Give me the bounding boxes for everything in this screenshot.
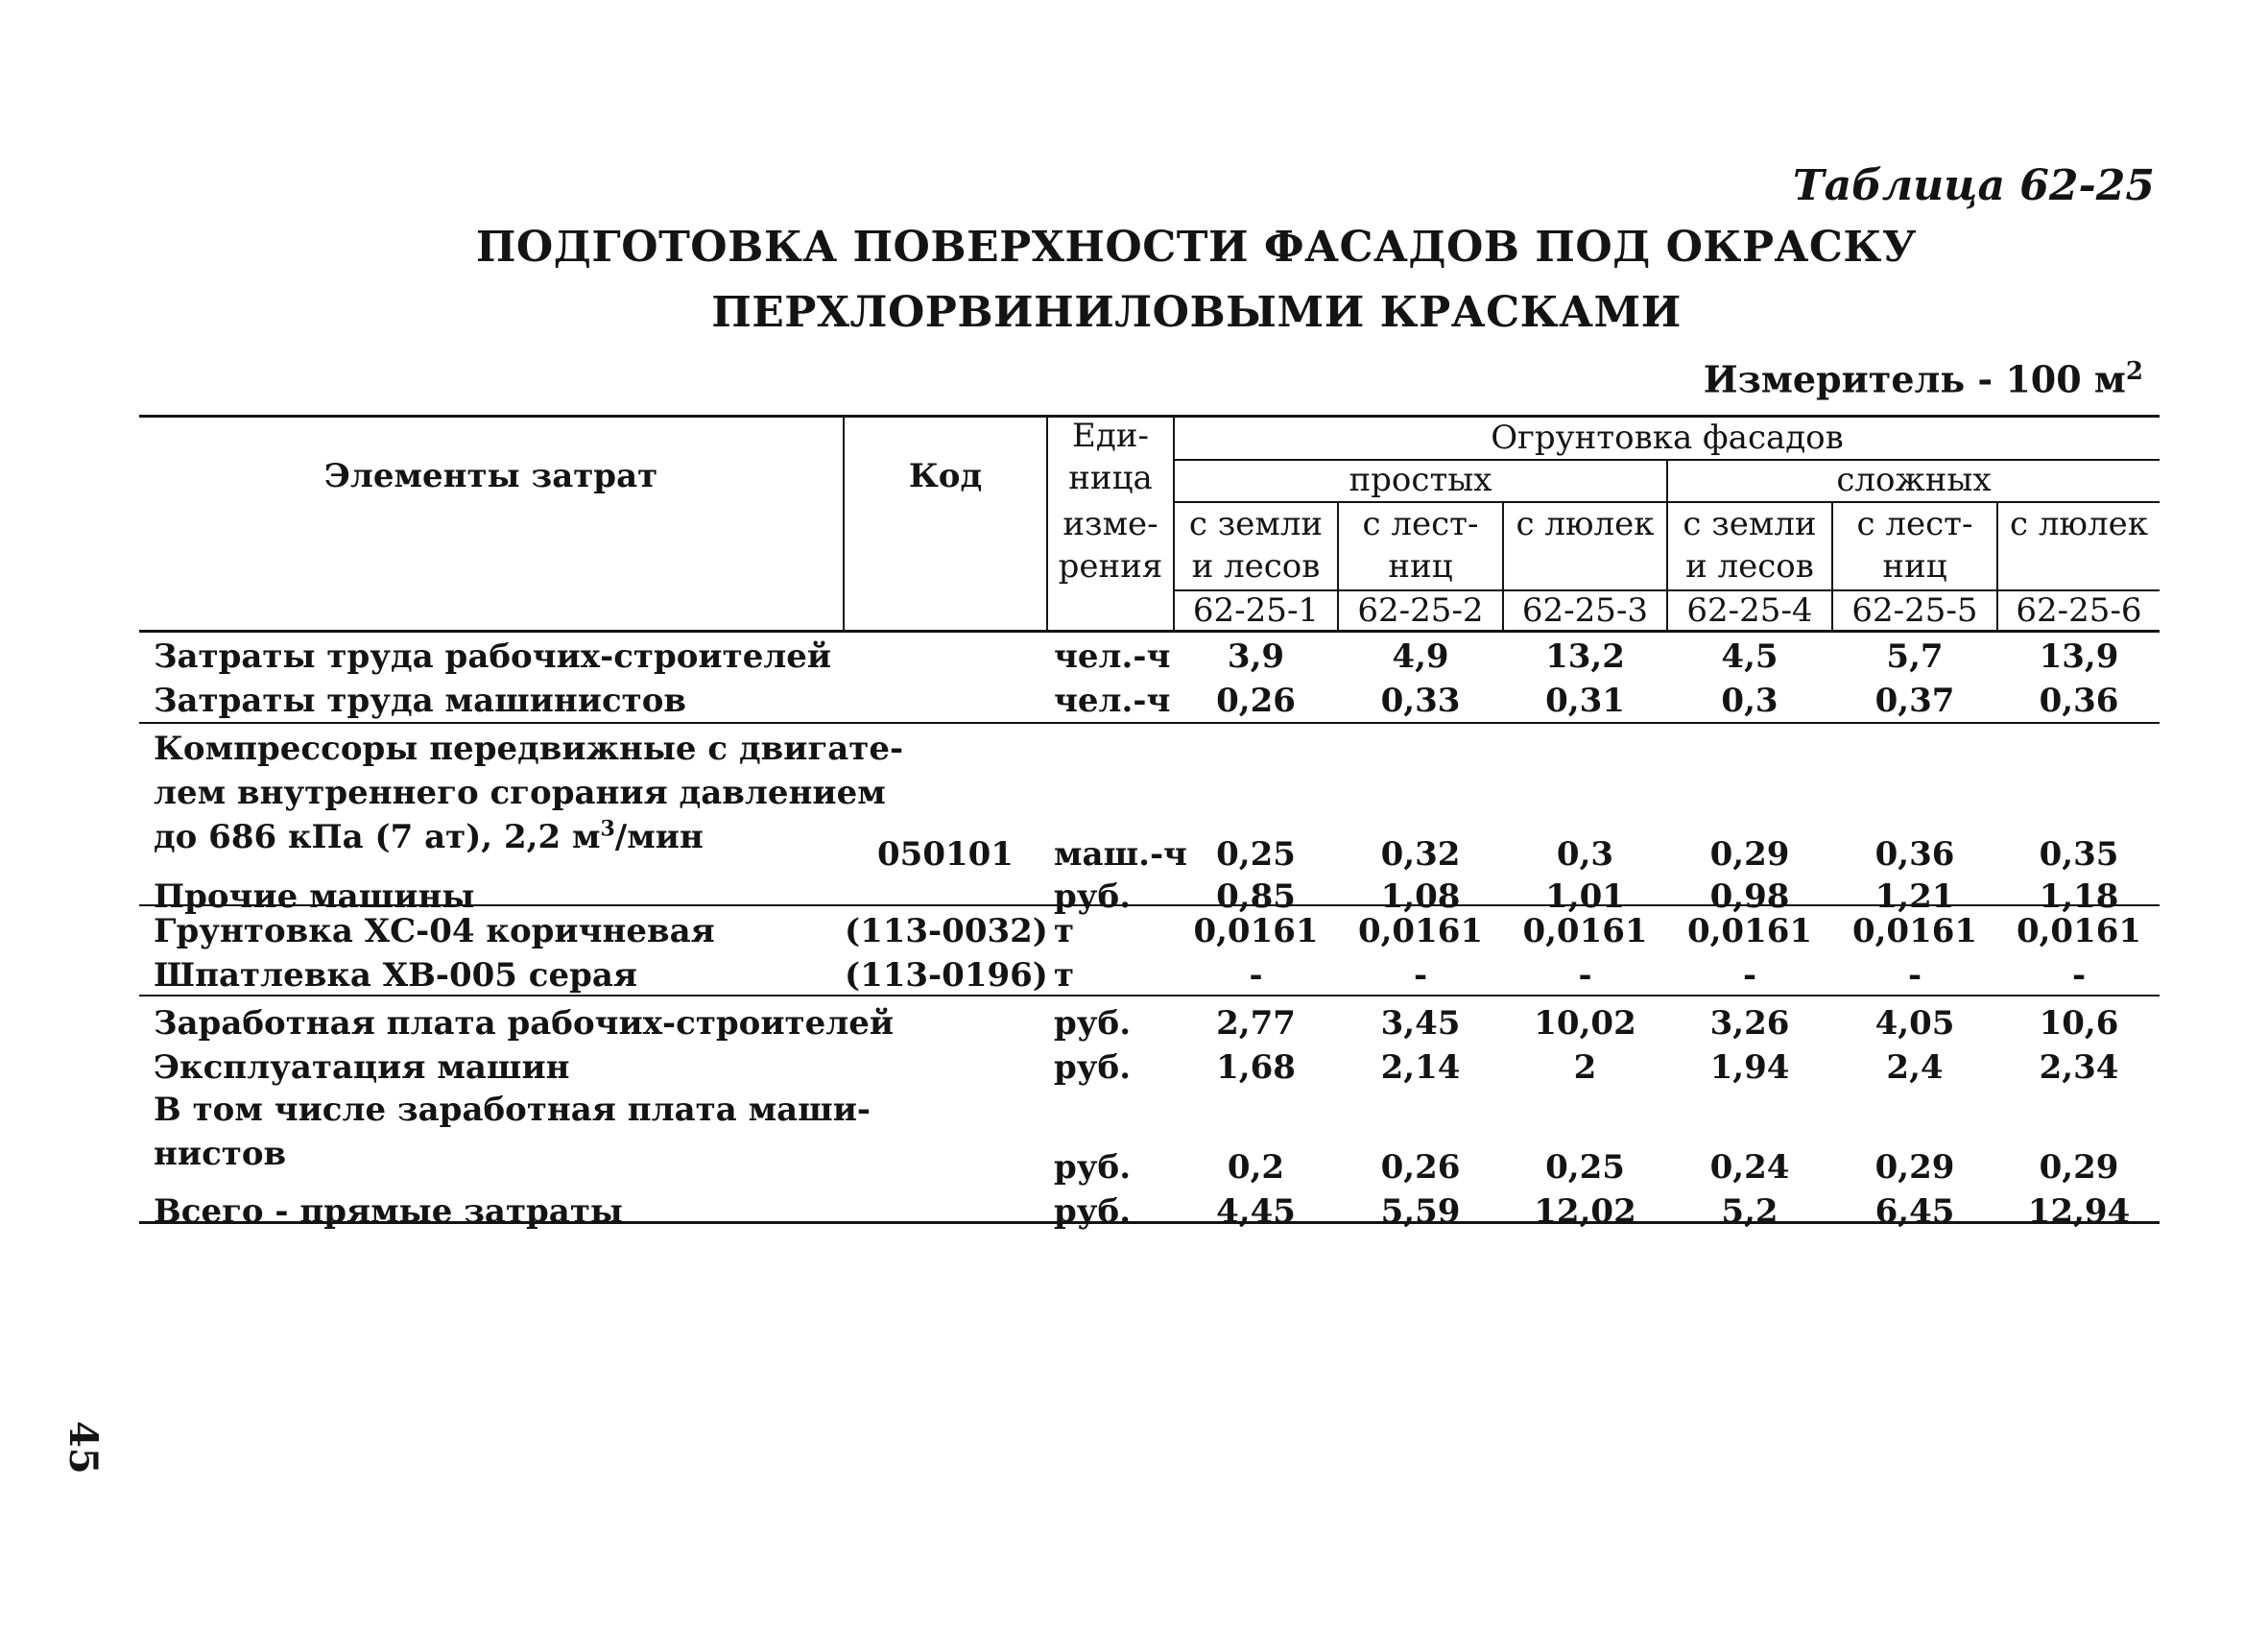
row-7-value-6: 10,6	[2039, 1004, 2119, 1043]
row-1-value-2: 4,9	[1392, 637, 1449, 676]
rule-after-labor	[139, 722, 2160, 724]
row-6-value-5: -	[1907, 956, 1922, 995]
subhead-4-code: 62-25-4	[1686, 591, 1813, 630]
row-3-code: 050101	[877, 835, 1014, 874]
row-9-value-3: 0,25	[1545, 1148, 1625, 1187]
page-number: 45	[60, 1421, 106, 1475]
row-1-name: Затраты труда рабочих-строителей	[154, 637, 832, 676]
row-8-unit: руб.	[1054, 1048, 1132, 1087]
row-1-value-4: 4,5	[1721, 637, 1779, 676]
vline-code	[843, 415, 845, 632]
subhead-4-line-2: и лесов	[1685, 547, 1814, 586]
subhead-6-code: 62-25-6	[2016, 591, 2142, 630]
row-4-value-1: 0,85	[1216, 877, 1296, 916]
header-unit-3: изме-	[1062, 505, 1158, 543]
row-5-value-4: 0,0161	[1686, 912, 1813, 950]
row-9-name-line-1: В том числе заработная плата маши-	[154, 1091, 871, 1129]
row-7-value-5: 4,05	[1874, 1004, 1955, 1043]
row-3-name-text: до 686 кПа (7 ат), 2,2 м	[154, 818, 601, 856]
row-3-value-5: 0,36	[1874, 835, 1955, 874]
header-unit-2: ница	[1068, 459, 1153, 497]
row-7-value-2: 3,45	[1380, 1004, 1461, 1043]
header-code: Код	[908, 457, 983, 495]
row-3-value-2: 0,32	[1380, 835, 1461, 874]
row-5-code: (113-0032)	[845, 912, 1048, 950]
subhead-5-line-1: с лест-	[1856, 505, 1973, 543]
row-3-name-tail: /мин	[614, 818, 704, 856]
subhead-2-line-2: ниц	[1388, 547, 1453, 586]
row-8-value-5: 2,4	[1886, 1048, 1944, 1087]
subhead-1-code: 62-25-1	[1192, 591, 1320, 630]
page-title-line-1: ПОДГОТОВКА ПОВЕРХНОСТИ ФАСАДОВ ПОД ОКРАСКУ	[475, 223, 1918, 272]
header-simple: простых	[1349, 461, 1492, 499]
row-6-value-1: -	[1249, 956, 1263, 995]
subhead-2-code: 62-25-2	[1357, 591, 1484, 630]
row-5-value-5: 0,0161	[1851, 912, 1978, 950]
row-9-value-5: 0,29	[1874, 1148, 1955, 1187]
row-5-value-1: 0,0161	[1193, 912, 1319, 950]
row-5-unit: т	[1054, 912, 1075, 950]
row-6-unit: т	[1054, 956, 1075, 995]
row-10-value-5: 6,45	[1874, 1192, 1955, 1231]
row-10-value-1: 4,45	[1216, 1192, 1296, 1231]
row-8-value-4: 1,94	[1709, 1048, 1790, 1087]
header-group: Огрунтовка фасадов	[1491, 419, 1844, 457]
row-2-unit: чел.-ч	[1054, 682, 1171, 720]
subhead-3-line-1: с люлек	[1516, 505, 1655, 543]
row-3-name-line-1: Компрессоры передвижные с двигате-	[154, 730, 904, 768]
row-7-value-1: 2,77	[1216, 1004, 1296, 1043]
subhead-1-line-1: с земли	[1188, 505, 1324, 543]
subhead-4-line-1: с земли	[1683, 505, 1817, 543]
subhead-5-code: 62-25-5	[1851, 591, 1978, 630]
row-7-value-3: 10,02	[1534, 1004, 1636, 1043]
row-7-unit: руб.	[1054, 1004, 1132, 1043]
page-title-line-2: ПЕРХЛОРВИНИЛОВЫМИ КРАСКАМИ	[711, 288, 1682, 337]
row-1-value-5: 5,7	[1886, 637, 1944, 676]
row-6-value-2: -	[1413, 956, 1428, 995]
row-10-unit: руб.	[1054, 1192, 1132, 1231]
row-5-value-2: 0,0161	[1357, 912, 1484, 950]
row-4-value-3: 1,01	[1545, 877, 1625, 916]
row-1-value-1: 3,9	[1227, 637, 1285, 676]
row-6-value-3: -	[1578, 956, 1592, 995]
row-9-value-6: 0,29	[2039, 1148, 2119, 1187]
row-9-unit: руб.	[1054, 1148, 1132, 1187]
row-8-value-3: 2	[1573, 1048, 1597, 1087]
row-9-name-line-2: нистов	[154, 1135, 287, 1173]
row-1-value-3: 13,2	[1545, 637, 1625, 676]
subhead-5-line-2: ниц	[1882, 547, 1947, 586]
row-3-value-6: 0,35	[2039, 835, 2119, 874]
row-6-value-4: -	[1742, 956, 1757, 995]
row-8-name: Эксплуатация машин	[154, 1048, 570, 1087]
row-6-code: (113-0196)	[845, 956, 1048, 995]
row-9-value-2: 0,26	[1380, 1148, 1461, 1187]
row-2-value-1: 0,26	[1216, 682, 1296, 720]
row-10-value-3: 12,02	[1534, 1192, 1636, 1231]
row-2-value-3: 0,31	[1545, 682, 1625, 720]
rule-after-materials	[139, 995, 2160, 997]
row-4-value-2: 1,08	[1380, 877, 1461, 916]
row-8-value-2: 2,14	[1380, 1048, 1461, 1087]
row-7-name: Заработная плата рабочих-строителей	[154, 1004, 895, 1043]
row-10-name: Всего - прямые затраты	[154, 1192, 623, 1231]
row-2-value-4: 0,3	[1721, 682, 1779, 720]
row-3-value-1: 0,25	[1216, 835, 1296, 874]
row-10-value-4: 5,2	[1721, 1192, 1779, 1231]
row-6-value-6: -	[2071, 956, 2087, 995]
row-8-value-1: 1,68	[1216, 1048, 1296, 1087]
subhead-3-code: 62-25-3	[1521, 591, 1649, 630]
row-1-unit: чел.-ч	[1054, 637, 1171, 676]
row-10-value-2: 5,59	[1380, 1192, 1461, 1231]
row-5-value-3: 0,0161	[1522, 912, 1648, 950]
row-3-unit: маш.-ч	[1054, 835, 1187, 874]
row-3-name-line-2: лем внутреннего сгорания давлением	[154, 774, 886, 812]
row-4-value-5: 1,21	[1874, 877, 1955, 916]
row-8-value-6: 2,34	[2039, 1048, 2119, 1087]
row-9-value-4: 0,24	[1709, 1148, 1790, 1187]
subhead-1-line-2: и лесов	[1191, 547, 1321, 586]
header-elements: Элементы затрат	[323, 457, 658, 495]
header-unit-4: рения	[1058, 547, 1163, 586]
row-9-value-1: 0,2	[1227, 1148, 1285, 1187]
row-5-name: Грунтовка ХС-04 коричневая	[154, 912, 715, 950]
row-2-value-5: 0,37	[1874, 682, 1955, 720]
row-6-name: Шпатлевка ХВ-005 серая	[154, 956, 638, 995]
meter-label: Измеритель - 100 $м^2$	[1703, 357, 2143, 401]
row-10-value-6: 12,94	[2027, 1192, 2131, 1231]
header-unit-1: Еди-	[1072, 417, 1149, 455]
row-3-name-line-3	[154, 818, 704, 856]
table-label: Таблица 62-25	[1792, 161, 2155, 210]
row-2-value-2: 0,33	[1380, 682, 1461, 720]
subhead-2-line-1: с лест-	[1362, 505, 1479, 543]
header-bottom-rule	[139, 630, 2160, 633]
subhead-6-line-1: с люлек	[2009, 505, 2149, 543]
row-1-value-6: 13,9	[2039, 637, 2119, 676]
row-3-value-4: 0,29	[1709, 835, 1790, 874]
row-4-name: Прочие машины	[154, 877, 475, 916]
row-2-name: Затраты труда машинистов	[154, 682, 687, 720]
row-3-name-sup: 3	[600, 816, 615, 842]
row-5-value-6: 0,0161	[2016, 912, 2142, 950]
header-complex: сложных	[1836, 461, 1992, 499]
row-4-value-4: 0,98	[1709, 877, 1790, 916]
row-7-value-4: 3,26	[1709, 1004, 1790, 1043]
row-2-value-6: 0,36	[2039, 682, 2119, 720]
row-3-value-3: 0,3	[1556, 835, 1614, 874]
row-4-unit: руб.	[1054, 877, 1132, 916]
row-4-value-6: 1,18	[2039, 877, 2119, 916]
